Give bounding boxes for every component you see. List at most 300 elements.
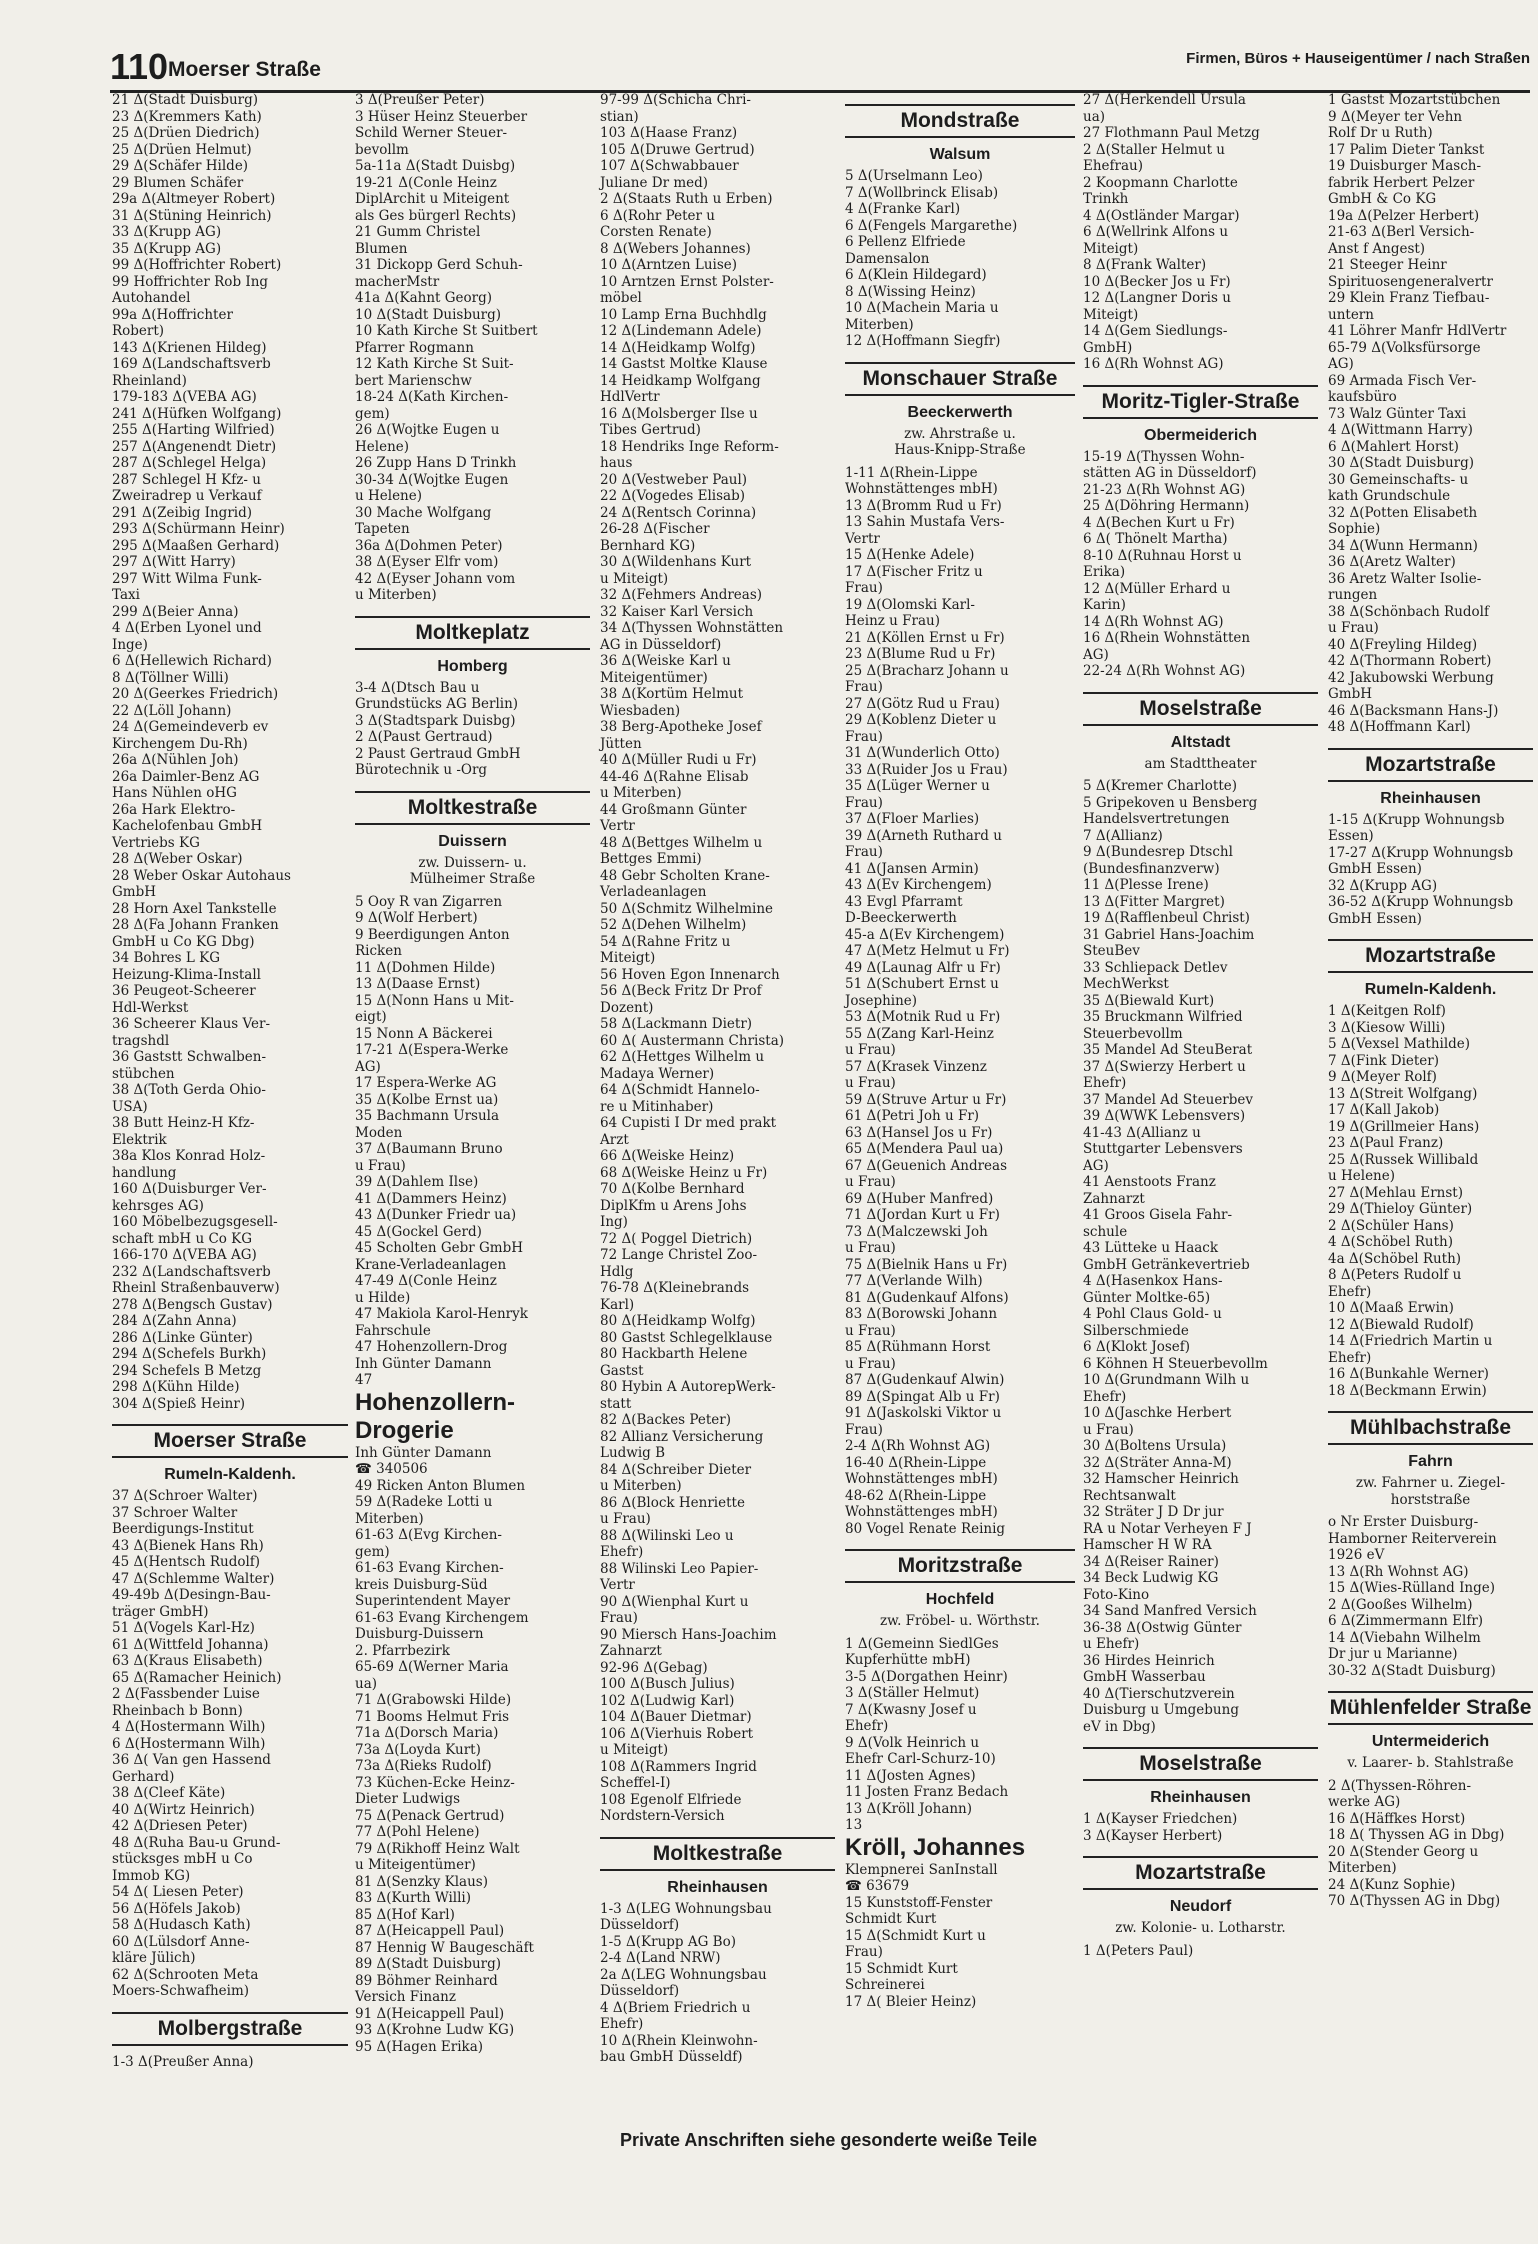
business-highlight: Kröll, Johannes	[845, 1833, 1026, 1861]
directory-entry: 19-21 Δ(Conle Heinz	[355, 174, 497, 191]
directory-entry: Zahnarzt	[1083, 1190, 1145, 1207]
directory-entry: 5 Ooy R van Zigarren	[355, 893, 503, 910]
directory-entry: 87 Δ(Gudenkauf Alwin)	[845, 1372, 1005, 1388]
district-name: Duissern	[438, 832, 507, 850]
directory-entry: Frau)	[845, 1421, 883, 1438]
directory-entry: 10 Arntzen Ernst Polster-	[600, 273, 774, 290]
directory-entry: 8 Δ(Frank Walter)	[1083, 257, 1207, 273]
directory-entry: 287 Δ(Schlegel Helga)	[112, 455, 267, 471]
directory-entry: 59 Δ(Radeke Lotti u	[355, 1494, 493, 1510]
directory-entry: GmbH Wasserbau	[1083, 1669, 1206, 1685]
directory-entry: 43 Δ(Bienek Hans Rh)	[112, 1537, 264, 1554]
directory-entry: Versich Finanz	[355, 1989, 456, 2005]
directory-entry: 35 Mandel Ad SteuBerat	[1083, 1042, 1253, 1058]
directory-entry: 1-5 Δ(Krupp AG Bo)	[600, 1933, 736, 1950]
district-name: Untermeiderich	[1371, 1733, 1490, 1750]
business-highlight: Hohenzollern-Drogerie	[355, 1388, 515, 1444]
street-range-note: zw. Duissern- u. Mülheimer Straße	[409, 854, 536, 887]
directory-entry: 80 Gastst Schlegelklause	[600, 1329, 773, 1346]
directory-entry: 32 Sträter J D Dr jur	[1083, 1504, 1224, 1520]
directory-entry: Trinkh	[1083, 191, 1129, 207]
directory-entry: 32 Hamscher Heinrich	[1083, 1471, 1239, 1487]
directory-entry: 5 Δ(Vexsel Mathilde)	[1328, 1036, 1471, 1052]
directory-entry: u Miteigt)	[600, 570, 669, 587]
directory-entry: 1-15 Δ(Krupp Wohnungsb	[1328, 811, 1505, 828]
directory-entry: 255 Δ(Harting Wilfried)	[112, 422, 275, 438]
directory-entry: Ehefr)	[1328, 1349, 1372, 1366]
directory-entry: 35 Δ(Biewald Kurt)	[1083, 992, 1215, 1009]
street-range-note: zw. Fröbel- u. Wörthstr.	[880, 1613, 1040, 1629]
directory-entry: 27 Δ(Mehlau Ernst)	[1328, 1184, 1463, 1201]
directory-entry: 6 Δ(Klein Hildegard)	[845, 267, 987, 283]
directory-entry: 3 Hüser Heinz Steuerber	[355, 108, 528, 125]
directory-entry: Miteigt)	[1083, 240, 1139, 257]
directory-entry: 12 Δ(Müller Erhard u	[1083, 580, 1231, 597]
directory-entry: Miteigt)	[600, 950, 656, 966]
directory-entry: 1-11 Δ(Rhein-Lippe	[845, 464, 978, 481]
directory-entry: 31 Gabriel Hans-Joachim	[1083, 926, 1255, 943]
street-heading: Mühlenfelder Straße	[1328, 1691, 1533, 1725]
directory-entry: Karl)	[600, 1296, 635, 1313]
directory-entry: 38 Butt Heinz-H Kfz-	[112, 1115, 255, 1131]
directory-entry: 36 Gaststt Schwalben-	[112, 1049, 267, 1065]
directory-entry: 1926 eV	[1328, 1547, 1385, 1563]
directory-entry: Miterben)	[1328, 1860, 1397, 1876]
directory-entry: Heinz u Frau)	[845, 613, 940, 629]
directory-entry: u Frau)	[845, 1042, 896, 1058]
directory-entry: 73a Δ(Loyda Kurt)	[355, 1741, 481, 1758]
street-range-note: v. Laarer- b. Stahlstraße	[1347, 1755, 1514, 1771]
directory-entry: stätten AG in Düsseldorf)	[1083, 465, 1257, 481]
directory-entry: 2 Paust Gertraud GmbH	[355, 745, 521, 762]
column-4	[845, 92, 1075, 2010]
directory-entry: 2 Δ(Schüler Hans)	[1328, 1217, 1454, 1234]
directory-entry: 10 Δ(Grundmann Wilh u	[1083, 1372, 1250, 1388]
directory-entry: 9 Δ(Meyer ter Vehn	[1328, 108, 1463, 125]
directory-entry: 4a Δ(Schöbel Ruth)	[1328, 1250, 1462, 1267]
directory-entry: 104 Δ(Bauer Dietmar)	[600, 1709, 752, 1725]
directory-entry: Miteigentümer)	[600, 669, 708, 686]
directory-entry: 29 Δ(Thieloy Günter)	[1328, 1201, 1473, 1217]
street-range-note: zw. Ahrstraße u. Haus-Knipp-Straße	[894, 425, 1026, 458]
directory-entry: 38 Δ(Schönbach Rudolf	[1328, 603, 1489, 620]
directory-entry: 48 Gebr Scholten Krane-	[600, 867, 770, 884]
directory-entry: Erika)	[1083, 564, 1126, 580]
directory-entry: 43 Lütteke u Haack	[1083, 1240, 1219, 1256]
street-heading: Mozartstraße	[1328, 939, 1533, 973]
directory-entry: 108 Δ(Rammers Ingrid	[600, 1758, 757, 1775]
directory-entry: 26-28 Δ(Fischer	[600, 521, 710, 537]
directory-entry: 4 Δ(Hostermann Wilh)	[112, 1719, 266, 1735]
directory-entry: 75 Δ(Penack Gertrud)	[355, 1807, 505, 1824]
directory-entry: Günter Moltke-65)	[1083, 1289, 1211, 1306]
directory-entry: 38 Berg-Apotheke Josef	[600, 719, 762, 735]
directory-entry: 61 Δ(Petri Joh u Fr)	[845, 1108, 980, 1124]
directory-entry: 97-99 Δ(Schicha Chri-	[600, 92, 751, 108]
directory-entry: 15 Δ(Wies-Rülland Inge)	[1328, 1580, 1496, 1596]
directory-entry: GmbH Getränkevertrieb	[1083, 1256, 1250, 1273]
directory-entry: Damensalon	[845, 250, 930, 267]
directory-entry: 60 Δ( Austermann Christa)	[600, 1032, 785, 1049]
directory-entry: 40 Δ(Müller Rudi u Fr)	[600, 752, 757, 768]
directory-entry: AG)	[355, 1058, 381, 1075]
directory-entry: Josephine)	[845, 992, 918, 1009]
directory-entry: 3 Δ(Ställer Helmut)	[845, 1685, 980, 1701]
directory-entry: 44-46 Δ(Rahne Elisab	[600, 768, 749, 785]
directory-entry: 16-40 Δ(Rhein-Lippe	[845, 1454, 987, 1471]
directory-entry: 12 Δ(Langner Doris u	[1083, 290, 1231, 306]
directory-entry: 41a Δ(Kahnt Georg)	[355, 290, 493, 306]
directory-entry: 13 Δ(Daase Ernst)	[355, 976, 481, 992]
directory-entry: 64 Cupisti I Dr med prakt	[600, 1115, 777, 1131]
directory-entry: 24 Δ(Kunz Sophie)	[1328, 1876, 1456, 1893]
directory-entry: 99 Hoffrichter Rob Ing	[112, 273, 269, 290]
directory-entry: 60 Δ(Lülsdorf Anne-	[112, 1933, 250, 1950]
directory-entry: DiplKfm u Arens Johs	[600, 1197, 747, 1214]
directory-entry: gem)	[355, 1543, 390, 1560]
directory-entry: 61-63 Evang Kirchen-	[355, 1560, 504, 1576]
directory-entry: 58 Δ(Hudasch Kath)	[112, 1917, 251, 1933]
directory-entry: 62 Δ(Schrooten Meta	[112, 1966, 259, 1983]
directory-entry: 89 Δ(Stadt Duisburg)	[355, 1956, 502, 1972]
directory-entry: 25 Δ(Drüen Diedrich)	[112, 125, 260, 141]
directory-entry: 75 Δ(Bielnik Hans u Fr)	[845, 1256, 1008, 1273]
directory-entry: 70 Δ(Thyssen AG in Dbg)	[1328, 1893, 1501, 1909]
directory-entry: Ing)	[600, 1214, 628, 1230]
directory-entry: 73 Küchen-Ecke Heinz-	[355, 1774, 515, 1791]
directory-entry: 13 Δ(Rh Wohnst AG)	[1328, 1563, 1469, 1580]
directory-entry: Moden	[355, 1124, 403, 1141]
directory-entry: 14 Δ(Rh Wohnst AG)	[1083, 613, 1224, 630]
directory-entry: 9 Δ(Meyer Rolf)	[1328, 1069, 1437, 1085]
directory-entry: 299 Δ(Beier Anna)	[112, 603, 239, 620]
directory-entry: Essen)	[1328, 828, 1374, 844]
directory-entry: Wohnstättenges mbH)	[845, 1471, 998, 1487]
directory-entry: AG)	[1328, 356, 1354, 372]
directory-entry: 34 Δ(Reiser Rainer)	[1083, 1553, 1219, 1570]
directory-entry: Taxi	[112, 587, 140, 603]
directory-entry: 15-19 Δ(Thyssen Wohn-	[1083, 448, 1245, 465]
directory-entry: Madaya Werner)	[600, 1065, 715, 1082]
directory-entry: 30 Δ(Wildenhans Kurt	[600, 554, 752, 570]
directory-entry: 14 Δ(Friedrich Martin u	[1328, 1333, 1493, 1349]
directory-entry: Ehefr)	[1083, 1388, 1127, 1405]
directory-entry: schule	[1083, 1223, 1128, 1240]
directory-entry: 2 Δ(Thyssen-Röhren-	[1328, 1777, 1472, 1794]
directory-entry: 30 Δ(Boltens Ursula)	[1083, 1438, 1227, 1454]
directory-entry: u Frau)	[355, 1157, 406, 1174]
directory-entry: AG)	[1083, 1157, 1109, 1174]
directory-entry: 3 Δ(Kayser Herbert)	[1083, 1827, 1223, 1844]
directory-entry: 35 Bachmann Ursula	[355, 1108, 500, 1124]
directory-entry: 31 Dickopp Gerd Schuh-	[355, 257, 523, 273]
directory-entry: 54 Δ( Liesen Peter)	[112, 1884, 244, 1900]
directory-entry: 106 Δ(Vierhuis Robert	[600, 1725, 754, 1742]
directory-entry: Frau)	[845, 1944, 883, 1960]
directory-entry: 27 Δ(Götz Rud u Frau)	[845, 695, 1000, 712]
street-heading: Mozartstraße	[1328, 748, 1533, 782]
directory-entry: Ludwig B	[600, 1445, 666, 1461]
directory-entry: Rheinl Straßenbauverw)	[112, 1280, 280, 1296]
column-2	[355, 92, 590, 2055]
directory-entry: 11 Δ(Plesse Irene)	[1083, 877, 1209, 893]
directory-entry: 45-a Δ(Ev Kirchengem)	[845, 926, 1005, 943]
district-name: Obermeiderich	[1144, 426, 1257, 444]
directory-entry: 4 Δ(Wittmann Harry)	[1328, 422, 1473, 438]
directory-entry: 39 Δ(Dahlem Ilse)	[355, 1174, 479, 1190]
directory-entry: 16 Δ(Rhein Wohnstätten	[1083, 630, 1251, 646]
directory-entry: 13 Δ(Streit Wolfgang)	[1328, 1085, 1478, 1102]
directory-entry: 9 Beerdigungen Anton	[355, 926, 510, 943]
directory-entry: 91 Δ(Heicappell Paul)	[355, 2005, 505, 2022]
directory-entry: 15 Schmidt Kurt	[845, 1960, 958, 1977]
directory-entry: 21 Δ(Köllen Ernst u Fr)	[845, 629, 1005, 646]
directory-entry: 63 Δ(Kraus Elisabeth)	[112, 1653, 263, 1669]
directory-entry: 10 Δ(Stadt Duisburg)	[355, 306, 502, 323]
directory-entry: 38 Δ(Cleef Käte)	[112, 1785, 226, 1801]
directory-entry: 51 Δ(Schubert Ernst u	[845, 976, 999, 992]
directory-entry: Miteigt)	[1083, 306, 1139, 323]
directory-entry: 4 Pohl Claus Gold- u	[1083, 1306, 1222, 1322]
directory-entry: GmbH	[1328, 686, 1373, 702]
directory-entry: 5 Gripekoven u Bensberg	[1083, 794, 1258, 811]
directory-entry: 30 Δ(Stadt Duisburg)	[1328, 455, 1475, 471]
directory-entry: 20 Δ(Geerkes Friedrich)	[112, 686, 279, 702]
directory-entry: 13 Δ(Kröll Johann)	[845, 1800, 973, 1817]
directory-entry: 297 Δ(Witt Harry)	[112, 554, 236, 570]
directory-entry: 82 Allianz Versicherung	[600, 1428, 764, 1445]
directory-entry: 63 Δ(Hansel Jos u Fr)	[845, 1124, 993, 1141]
directory-entry: 81 Δ(Gudenkauf Alfons)	[845, 1289, 1009, 1306]
directory-entry: 1-3 Δ(Preußer Anna)	[112, 2053, 254, 2070]
directory-entry: 16 Δ(Häffkes Horst)	[1328, 1810, 1466, 1827]
directory-entry: 105 Δ(Druwe Gertrud)	[600, 141, 755, 158]
directory-entry: 298 Δ(Kühn Hilde)	[112, 1379, 240, 1395]
street-range-note: zw. Kolonie- u. Lotharstr.	[1115, 1920, 1286, 1936]
directory-entry: Ehefr)	[600, 1544, 644, 1560]
directory-entry: Autohandel	[112, 290, 191, 306]
footer-note: Private Anschriften siehe gesonderte weiße Teile	[620, 2130, 1038, 2150]
directory-entry: Frau)	[845, 580, 883, 596]
directory-entry: 30-34 Δ(Wojtke Eugen	[355, 471, 509, 488]
directory-entry: 38 Δ(Eyser Elfr vom)	[355, 554, 499, 570]
directory-entry: 11 Josten Franz Bedach	[845, 1784, 1009, 1800]
directory-entry: Juliane Dr med)	[600, 174, 709, 191]
directory-entry: 18 Δ(Beckmann Erwin)	[1328, 1382, 1487, 1399]
directory-entry: u Frau)	[1328, 620, 1379, 636]
directory-entry: Dozent)	[600, 999, 654, 1016]
directory-entry: 45 Δ(Gockel Gerd)	[355, 1223, 482, 1240]
directory-entry: Miterben)	[355, 1510, 424, 1527]
directory-entry: Grundstücks AG Berlin)	[355, 696, 519, 712]
directory-entry: 19 Δ(Olomski Karl-	[845, 596, 975, 613]
directory-entry: D-Beeckerwerth	[845, 910, 957, 926]
directory-entry: 19a Δ(Pelzer Herbert)	[1328, 207, 1480, 224]
directory-entry: 77 Δ(Verlande Wilh)	[845, 1273, 983, 1289]
directory-entry: 18 Δ( Thyssen AG in Dbg)	[1328, 1827, 1505, 1843]
directory-entry: Tibes Gertrud)	[600, 422, 701, 438]
street-heading: Mozartstraße	[1083, 1856, 1318, 1890]
directory-entry: 40 Δ(Tierschutzverein	[1083, 1685, 1235, 1702]
directory-entry: kläre Jülich)	[112, 1950, 196, 1966]
directory-entry: 4 Δ(Bechen Kurt u Fr)	[1083, 514, 1235, 531]
directory-entry: 38 Δ(Kortüm Helmut	[600, 686, 744, 702]
directory-entry: u Frau)	[845, 1355, 896, 1372]
directory-entry: 2 Δ(Staller Helmut u	[1083, 141, 1225, 158]
directory-entry: 143 Δ(Krienen Hildeg)	[112, 339, 267, 356]
directory-entry: 69 Δ(Huber Manfred)	[845, 1190, 994, 1207]
directory-entry: u Miterben)	[355, 587, 437, 603]
directory-entry: Gerhard)	[112, 1768, 175, 1785]
directory-entry: 28 Horn Axel Tankstelle	[112, 900, 277, 917]
directory-entry: 179-183 Δ(VEBA AG)	[112, 389, 257, 405]
directory-entry: 72 Lange Christel Zoo-	[600, 1247, 758, 1263]
directory-entry: 4 Δ(Briem Friedrich u	[600, 1999, 751, 2016]
directory-entry: Nordstern-Versich	[600, 1808, 725, 1824]
directory-entry: 29 Δ(Schäfer Hilde)	[112, 158, 249, 174]
directory-entry: 47 Hohenzollern-Drog	[355, 1339, 508, 1355]
directory-entry: 2-4 Δ(Rh Wohnst AG)	[845, 1438, 991, 1454]
directory-entry: 22 Δ(Löll Johann)	[112, 702, 232, 719]
directory-entry: 73a Δ(Rieks Rudolf)	[355, 1758, 492, 1774]
directory-entry: Wiesbaden)	[600, 702, 681, 719]
directory-entry: 1 Δ(Kayser Friedchen)	[1083, 1811, 1238, 1827]
directory-entry: 160 Möbelbezugsgesell-	[112, 1214, 278, 1230]
directory-entry: u Helene)	[355, 488, 423, 504]
directory-entry: 13 Δ(Bromm Rud u Fr)	[845, 497, 1002, 514]
directory-entry: 77 Δ(Pohl Helene)	[355, 1824, 480, 1840]
directory-entry: 287 Schlegel H Kfz- u	[112, 471, 261, 488]
directory-entry: 39 Δ(WWK Lebensvers)	[1083, 1108, 1246, 1124]
directory-entry: 13 Δ(Fitter Margret)	[1083, 893, 1225, 910]
directory-entry: Frau)	[845, 679, 883, 695]
directory-entry: 35 Δ(Krupp AG)	[112, 240, 222, 257]
directory-entry: 43 Δ(Ev Kirchengem)	[845, 877, 992, 893]
directory-entry: 10 Δ(Becker Jos u Fr)	[1083, 273, 1231, 290]
directory-entry: 18-24 Δ(Kath Kirchen-	[355, 389, 509, 405]
directory-entry: GmbH u Co KG Dbg)	[112, 933, 255, 950]
street-heading: Moltkeplatz	[355, 616, 590, 650]
directory-entry: Dr jur u Marianne)	[1328, 1646, 1458, 1662]
business-sub: Klempnerei SanInstall	[845, 1861, 998, 1878]
directory-entry: 45 Δ(Hentsch Rudolf)	[112, 1554, 261, 1570]
directory-entry: 14 Δ(Heidkamp Wolfg)	[600, 339, 756, 356]
street-heading: Moritzstraße	[845, 1549, 1075, 1583]
directory-entry: 29 Klein Franz Tiefbau-	[1328, 290, 1490, 306]
directory-entry: 6 Δ(Zimmermann Elfr)	[1328, 1613, 1484, 1629]
directory-entry: eV in Dbg)	[1083, 1718, 1156, 1735]
directory-entry: 293 Δ(Schürmann Heinr)	[112, 521, 285, 537]
directory-entry: 93 Δ(Krohne Ludw KG)	[355, 2022, 515, 2038]
directory-entry: 56 Δ(Beck Fritz Dr Prof	[600, 983, 762, 999]
directory-entry: 85 Δ(Hof Karl)	[355, 1906, 455, 1923]
directory-entry: 80 Δ(Heidkamp Wolfg)	[600, 1313, 756, 1329]
directory-entry: 25 Δ(Bracharz Johann u	[845, 662, 1009, 679]
directory-entry: 15 Δ(Henke Adele)	[845, 547, 975, 563]
directory-entry: Heizung-Klima-Install	[112, 966, 261, 983]
directory-entry: 36 Scheerer Klaus Ver-	[112, 1016, 271, 1032]
directory-entry: 45 Scholten Gebr GmbH	[355, 1240, 523, 1256]
directory-entry: Robert)	[112, 323, 165, 339]
directory-entry: AG in Düsseldorf)	[600, 636, 722, 653]
directory-entry: bau GmbH Düsseldf)	[600, 2049, 743, 2065]
directory-entry: 72 Δ( Poggel Dietrich)	[600, 1230, 753, 1247]
directory-entry: 41 Groos Gisela Fahr-	[1083, 1207, 1233, 1223]
directory-entry: 12 Kath Kirche St Suit-	[355, 356, 514, 372]
directory-entry: 6 Δ( Thönelt Martha)	[1083, 531, 1228, 547]
directory-entry: 17 Δ(Fischer Fritz u	[845, 563, 983, 580]
directory-entry: kath Grundschule	[1328, 488, 1451, 504]
directory-entry: 31 Δ(Wunderlich Otto)	[845, 745, 1000, 761]
directory-entry: 37 Schroer Walter	[112, 1504, 238, 1521]
directory-entry: Karin)	[1083, 597, 1126, 613]
directory-entry: 91 Δ(Jaskolski Viktor u	[845, 1405, 1002, 1421]
directory-entry: 15 Δ(Nonn Hans u Mit-	[355, 992, 514, 1009]
directory-entry: 71 Δ(Jordan Kurt u Fr)	[845, 1207, 1000, 1223]
directory-entry: 16 Δ(Molsberger Ilse u	[600, 405, 758, 422]
directory-entry: u Miterben)	[600, 785, 682, 801]
directory-entry: 7 Δ(Allianz)	[1083, 827, 1163, 844]
directory-entry: Dieter Ludwigs	[355, 1791, 461, 1807]
directory-entry: 59 Δ(Struve Artur u Fr)	[845, 1091, 1007, 1108]
directory-entry: 3-5 Δ(Dorgathen Heinr)	[845, 1668, 1008, 1685]
directory-entry: 21 Steeger Heinr	[1328, 257, 1447, 273]
directory-entry: 40 Δ(Wirtz Heinrich)	[112, 1801, 255, 1818]
directory-entry: 41-43 Δ(Allianz u	[1083, 1124, 1201, 1141]
directory-entry: 6 Δ(Klokt Josef)	[1083, 1339, 1191, 1355]
directory-entry: 46 Δ(Backsmann Hans-J)	[1328, 702, 1499, 719]
directory-entry: 29 Δ(Koblenz Dieter u	[845, 712, 997, 728]
directory-entry: Schmidt Kurt	[845, 1911, 937, 1927]
directory-entry: stübchen	[112, 1065, 175, 1082]
directory-entry: 28 Δ(Weber Oskar)	[112, 851, 243, 867]
directory-entry: 17 Palim Dieter Tankst	[1328, 141, 1485, 158]
directory-entry: 69 Armada Fisch Ver-	[1328, 372, 1477, 389]
directory-entry: 1 Δ(Peters Paul)	[1083, 1942, 1194, 1959]
directory-entry: statt	[600, 1395, 632, 1412]
directory-entry: 30 Mache Wolfgang	[355, 504, 492, 521]
directory-entry: Ehefr)	[845, 1718, 889, 1734]
directory-entry: Duisburg-Duissern	[355, 1626, 484, 1642]
directory-entry: untern	[1328, 306, 1374, 323]
directory-entry: Frau)	[600, 1610, 638, 1626]
directory-entry: 49-49b Δ(Desingn-Bau-	[112, 1587, 271, 1603]
directory-entry: 19 Duisburger Masch-	[1328, 158, 1482, 174]
directory-entry: 103 Δ(Haase Franz)	[600, 125, 738, 141]
directory-entry: 12 Δ(Lindemann Adele)	[600, 323, 762, 339]
directory-entry: 17 Δ(Kall Jakob)	[1328, 1102, 1440, 1118]
directory-entry: 2 Δ(Gooßes Wilhelm)	[1328, 1596, 1473, 1613]
directory-entry: Frau)	[845, 794, 883, 811]
directory-entry: RA u Notar Verheyen F J	[1083, 1520, 1252, 1537]
directory-entry: 8 Δ(Töllner Willi)	[112, 669, 229, 686]
directory-entry: Moers-Schwafheim)	[112, 1983, 250, 1999]
directory-entry: 6 Köhnen H Steuerbevollm	[1083, 1355, 1268, 1372]
directory-entry: o Nr Erster Duisburg-	[1328, 1514, 1479, 1530]
directory-entry: 47 Δ(Schlemme Walter)	[112, 1570, 275, 1587]
directory-entry: 35 Δ(Kolbe Ernst ua)	[355, 1091, 499, 1108]
directory-entry: 14 Gastst Moltke Klause	[600, 356, 768, 372]
directory-entry: 284 Δ(Zahn Anna)	[112, 1313, 237, 1329]
directory-entry: 17 Espera-Werke AG	[355, 1075, 497, 1091]
directory-entry: 90 Δ(Wienphal Kurt u	[600, 1593, 749, 1610]
directory-entry: 88 Wilinski Leo Papier-	[600, 1560, 759, 1577]
directory-entry: 4 Δ(Schöbel Ruth)	[1328, 1234, 1454, 1250]
directory-entry: 23 Δ(Kremmers Kath)	[112, 108, 262, 125]
directory-entry: 73 Δ(Malczewski Joh	[845, 1223, 988, 1240]
directory-entry: fabrik Herbert Pelzer	[1328, 174, 1475, 191]
directory-entry: u Frau)	[845, 1322, 896, 1339]
